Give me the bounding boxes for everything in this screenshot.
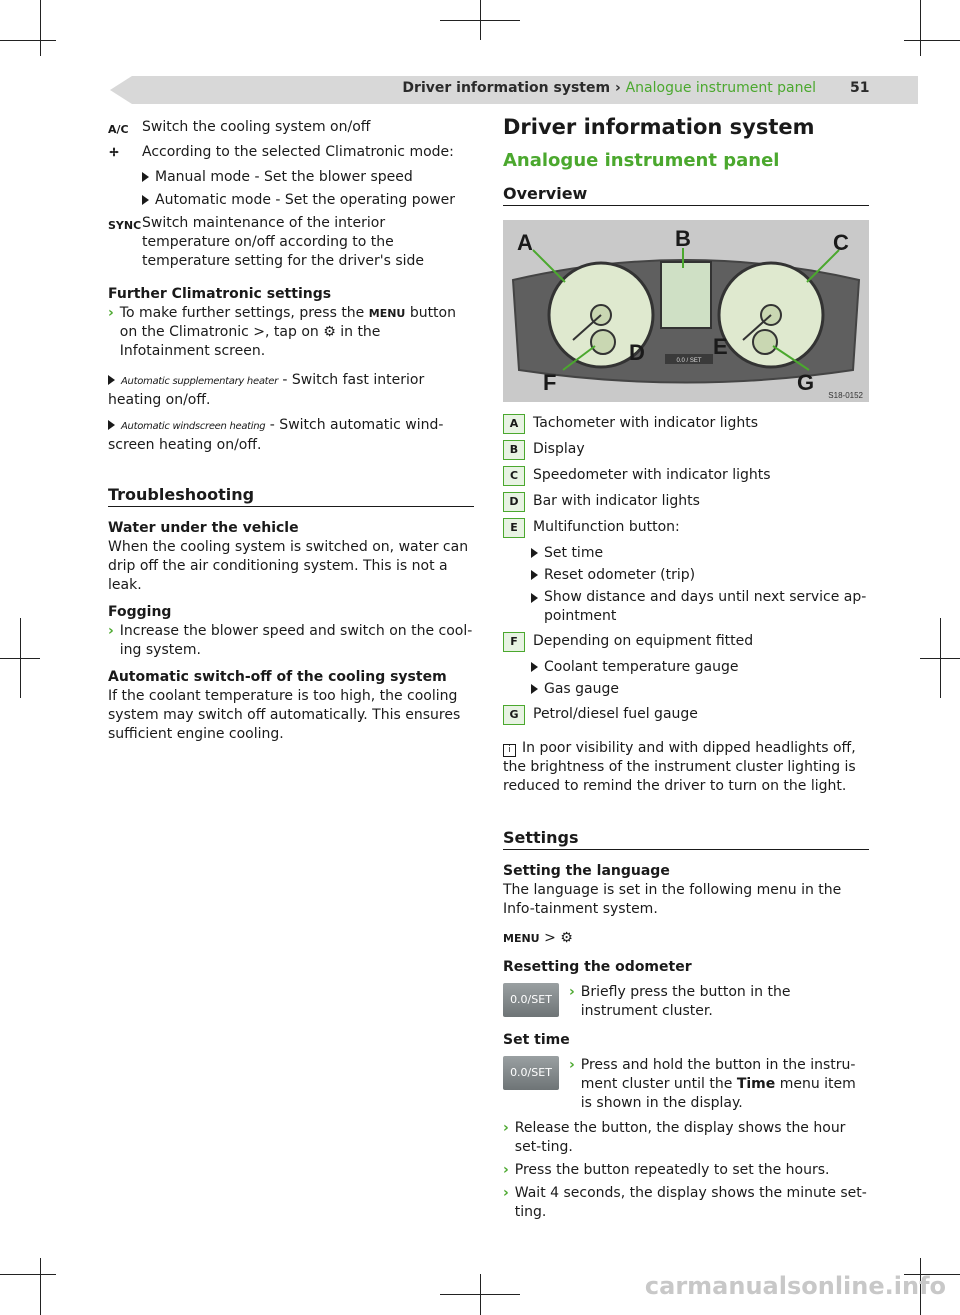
fogging-step	[108, 622, 474, 660]
settime-step-text	[581, 1056, 869, 1113]
triangle-bullet-icon	[531, 570, 538, 580]
instrument-cluster-figure	[503, 220, 869, 402]
set-button-image: 0.0/SET	[503, 983, 559, 1017]
watermark: carmanualsonline.info	[644, 1272, 946, 1300]
chevron-right-icon: ›	[108, 305, 114, 321]
triangle-bullet-icon	[142, 172, 149, 182]
step-item	[503, 1119, 869, 1157]
left-column	[108, 118, 474, 752]
info-icon: i	[503, 744, 516, 757]
step-text: Wait 4 seconds, the display shows the minute set-ting.	[514, 1185, 867, 1220]
running-header	[402, 80, 816, 96]
crop-mark	[480, 0, 481, 40]
further-step-text	[120, 304, 474, 361]
settime-step-part: Press and hold the button in the instru-ment cluster until the	[580, 1057, 856, 1092]
crop-mark	[940, 618, 941, 698]
legend-text: Bar with indicator lights	[533, 493, 700, 509]
set-button-image: 0.0/SET	[503, 1056, 559, 1090]
crop-mark	[920, 0, 921, 56]
page-title: Driver information system	[503, 115, 815, 139]
note	[503, 739, 869, 796]
triangle-bullet-icon	[531, 662, 538, 672]
legend-key: B	[503, 440, 525, 460]
menu-path	[503, 929, 869, 948]
e-item-list	[503, 544, 869, 626]
sync-symbol: SYNC	[108, 219, 142, 232]
legend-key: E	[503, 518, 525, 538]
sync-row	[108, 214, 474, 271]
chevron-right-icon: ›	[503, 1120, 509, 1136]
water-text: When the cooling system is switched on, water can drip off the air conditioning system. This is not a leak.	[108, 539, 469, 593]
ac-row	[108, 118, 474, 139]
overview-heading: Overview	[503, 184, 869, 206]
e-item-text: Set time	[544, 545, 604, 561]
chevron-right-icon: ›	[503, 1185, 509, 1201]
triangle-bullet-icon	[142, 195, 149, 205]
fan-mode-text: Manual mode - Set the blower speed	[155, 169, 413, 185]
step-text: Release the button, the display shows the hour set-ting.	[514, 1120, 846, 1155]
option-text: - Switch automatic wind-screen heating on/off.	[108, 417, 444, 453]
legend-item	[503, 492, 869, 512]
e-item-text: Reset odometer (trip)	[544, 567, 696, 583]
settime-step	[503, 1056, 869, 1113]
crop-mark	[0, 1274, 56, 1275]
language-text: The language is set in the following menu in the Info-tainment system.	[503, 882, 842, 917]
section-title: Analogue instrument panel	[503, 150, 780, 171]
crop-mark	[20, 618, 21, 698]
chevron-right-icon: ›	[569, 1057, 575, 1073]
callout-b: B	[675, 226, 691, 251]
fan-mode-text: Automatic mode - Set the operating power	[155, 192, 456, 208]
header-section: Analogue instrument panel	[625, 80, 816, 96]
legend-text: Multifunction button:	[533, 519, 680, 535]
e-item	[531, 588, 869, 626]
legend-key: F	[503, 632, 525, 652]
legend-key: C	[503, 466, 525, 486]
legend-text: Display	[533, 441, 585, 457]
callout-e: E	[713, 334, 728, 359]
crop-mark	[480, 1274, 481, 1315]
f-item-text: Gas gauge	[544, 681, 620, 697]
settings-icon: ⚙	[323, 324, 336, 340]
fan-mode-item	[142, 191, 474, 210]
fan-text: According to the selected Climatronic mode:	[142, 144, 454, 160]
triangle-bullet-icon	[531, 548, 538, 558]
crop-mark	[40, 0, 41, 56]
crop-mark	[904, 40, 960, 41]
cluster-button-label: 0.0 / SET	[676, 358, 702, 364]
further-settings-title: Further Climatronic settings	[108, 286, 332, 302]
menu-key: MENU	[368, 307, 406, 320]
legend-key: D	[503, 492, 525, 512]
callout-c: C	[833, 230, 849, 255]
right-column	[503, 115, 869, 1226]
settings-icon: ⚙	[560, 930, 573, 946]
legend-text: Depending on equipment fitted	[533, 633, 754, 649]
fogging-step-text: Increase the blower speed and switch on the cool-ing system.	[119, 623, 473, 658]
callout-g: G	[797, 370, 815, 395]
triangle-bullet-icon	[531, 593, 538, 603]
option-item	[108, 371, 474, 410]
option-text: - Switch fast interior heating on/off.	[108, 372, 425, 408]
legend-key: A	[503, 414, 525, 434]
auto-off-text: If the coolant temperature is too high, the cooling system may switch off automatically. This ensures sufficient engine cooling.	[108, 688, 461, 742]
figure-code: S18-0152	[828, 391, 863, 400]
chevron-right-icon: ›	[569, 984, 575, 1000]
odometer-title: Resetting the odometer	[503, 959, 692, 975]
ac-symbol: A/C	[108, 123, 129, 136]
legend-text: Petrol/diesel fuel gauge	[533, 706, 698, 722]
step-item	[503, 1161, 869, 1180]
triangle-bullet-icon	[108, 375, 115, 385]
menu-path-separator: >	[544, 930, 556, 946]
further-step-part: To make further settings, press the	[119, 305, 365, 321]
f-item-text: Coolant temperature gauge	[544, 659, 739, 675]
language-title: Setting the language	[503, 863, 670, 879]
legend-text: Speedometer with indicator lights	[533, 467, 771, 483]
legend-text: Tachometer with indicator lights	[533, 415, 759, 431]
further-step-part: in the Infotainment screen.	[119, 324, 381, 359]
note-text: In poor visibility and with dipped headlights off, the brightness of the instrument cluster lighting is reduced to remind the driver to turn on the light.	[503, 740, 856, 794]
odometer-step-text: Briefly press the button in the instrument cluster.	[580, 984, 791, 1019]
fan-mode-item	[142, 168, 474, 187]
callout-a: A	[517, 230, 533, 255]
legend-item	[503, 632, 869, 652]
crop-mark	[40, 1258, 41, 1315]
chevron-right-icon: ›	[503, 1162, 509, 1178]
step-text: Press the button repeatedly to set the hours.	[514, 1162, 830, 1178]
sync-text: Switch maintenance of the interior temperature on/off according to the temperature setting for the driver's side	[142, 215, 425, 269]
header-separator: ›	[614, 80, 621, 96]
menu-key: MENU	[503, 932, 540, 945]
further-step	[108, 304, 474, 361]
fan-icon	[108, 143, 142, 164]
legend-item	[503, 705, 869, 725]
legend-item	[503, 440, 869, 460]
legend-key: G	[503, 705, 525, 725]
odometer-step	[503, 983, 869, 1021]
crop-mark	[0, 40, 56, 41]
triangle-bullet-icon	[108, 420, 115, 430]
fan-mode-list	[108, 168, 474, 210]
auto-off-title: Automatic switch-off of the cooling system	[108, 669, 447, 685]
settime-title: Set time	[503, 1032, 570, 1048]
header-chapter: Driver information system	[402, 80, 611, 96]
f-item-list	[503, 658, 869, 699]
fan-row	[108, 143, 474, 164]
legend-item	[503, 414, 869, 434]
legend-item	[503, 518, 869, 538]
page-number: 51	[850, 80, 870, 96]
legend-item	[503, 466, 869, 486]
settime-step-part: menu item is shown in the display.	[580, 1076, 856, 1111]
e-item	[531, 566, 869, 585]
e-item-text: Show distance and days until next service ap-pointment	[544, 589, 867, 624]
option-item	[108, 416, 474, 455]
callout-f: F	[543, 370, 557, 395]
further-step-part: button on the Climatronic >, tap on	[119, 305, 456, 340]
e-item	[531, 544, 869, 563]
time-menu-item: Time	[736, 1076, 776, 1092]
option-name: Automatic windscreen heating	[121, 421, 266, 432]
water-title: Water under the vehicle	[108, 520, 299, 536]
option-name: Automatic supplementary heater	[121, 376, 278, 387]
step-item	[503, 1184, 869, 1222]
chevron-right-icon: ›	[108, 623, 114, 639]
callout-d: D	[629, 340, 645, 365]
f-item	[531, 680, 869, 699]
settings-heading: Settings	[503, 828, 869, 850]
triangle-bullet-icon	[531, 684, 538, 694]
ac-text: Switch the cooling system on/off	[142, 119, 371, 135]
f-item	[531, 658, 869, 677]
troubleshooting-heading: Troubleshooting	[108, 485, 474, 507]
fogging-title: Fogging	[108, 604, 172, 620]
instrument-cluster-image	[503, 220, 869, 402]
